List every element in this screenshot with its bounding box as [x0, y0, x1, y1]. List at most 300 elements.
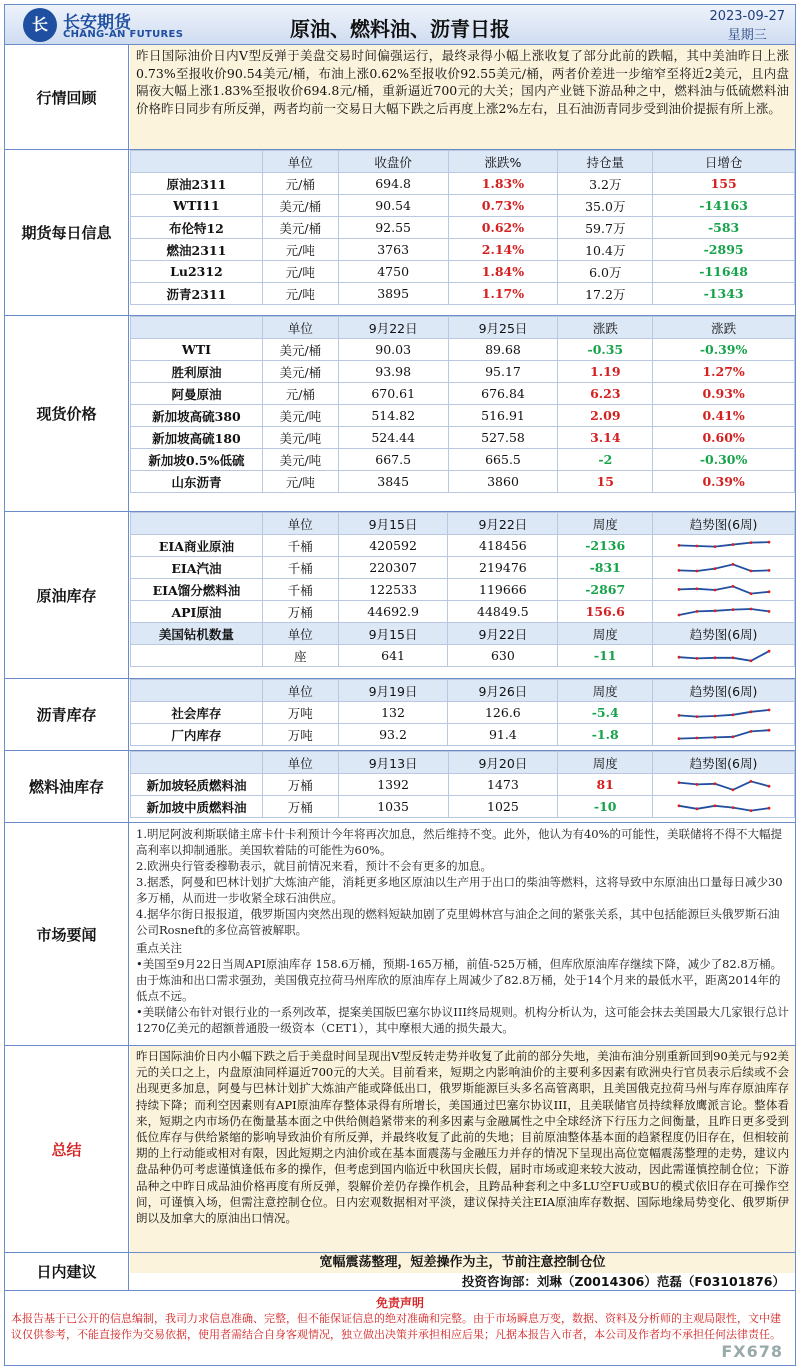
- table-cell: 1473: [448, 774, 558, 796]
- table-cell: WTI: [131, 339, 263, 361]
- disclaimer-text: 本报告基于已公开的信息编制，我司力求信息准确、完整，但不能保证信息的绝对准确和完整。由于市场瞬息万变，数据、资料及分析师的主观局限性，文中建议仅供参考，不能直接作为交易依据，使用者需结合自身客观情况，独立做出决策并承担相应后果；凡据本报告入市者，本公司及作者均不承担任何法律责任。: [11, 1312, 781, 1341]
- table-row: [131, 535, 795, 557]
- table-cell: 0.60%: [653, 427, 795, 449]
- sparkline-point: [749, 541, 752, 544]
- table-cell: 524.44: [338, 427, 448, 449]
- sparkline-point: [749, 809, 752, 812]
- table-cell: 元/吨: [262, 471, 338, 493]
- sparkline-line: [679, 805, 769, 810]
- asphalt-inventory-section: [5, 679, 795, 751]
- table-cell: 万桶: [262, 796, 338, 818]
- column-header: 涨跌%: [448, 151, 558, 173]
- table-cell: 6.23: [558, 383, 653, 405]
- column-header: [131, 680, 263, 702]
- trend-sparkline: [676, 726, 772, 744]
- sparkline-point: [749, 780, 752, 783]
- table-cell: 420592: [338, 535, 448, 557]
- table-cell: 元/吨: [262, 283, 338, 305]
- sparkline-point: [749, 592, 752, 595]
- table-row: [131, 173, 795, 195]
- sparkline-point: [731, 788, 734, 791]
- table-cell: [653, 702, 795, 724]
- sparkline-point: [749, 607, 752, 610]
- column-header: 涨跌: [558, 317, 653, 339]
- advice-section: [5, 1253, 795, 1291]
- table-cell: 0.39%: [653, 471, 795, 493]
- table-cell: 1392: [338, 774, 448, 796]
- column-header: 9月19日: [338, 680, 448, 702]
- report-title: 原油、燃料油、沥青日报: [290, 17, 510, 41]
- table-cell: 千桶: [262, 535, 338, 557]
- table-cell: 132: [338, 702, 448, 724]
- market-review-text: 昨日国际油价日内V型反弹于美盘交易时间偏强运行，最终录得小幅上涨收复了部分此前的跌幅，其中美油昨日上涨0.73%至报收价90.54美元/桶，布油上涨0.62%至报收价92.55美元/桶，两者价差进一步缩窄至将近2美元，且内盘隔夜大幅上涨1.83%至报收价694.8元/桶，重新逼近700元的大关；国内产业链下游品种之中，燃料油与低硫燃料油价格昨日同步有所反弹，两者均前一交易日大幅下跌之后再度上涨2%左右，且石油沥青同步受到油价提振有所上涨。: [130, 45, 795, 149]
- table-cell: 122533: [338, 579, 448, 601]
- table-cell: 千桶: [262, 557, 338, 579]
- column-header: 9月15日: [338, 513, 448, 535]
- sparkline-point: [767, 728, 770, 731]
- sparkline-point: [677, 804, 680, 807]
- fuel-inventory-section: [5, 751, 795, 823]
- summary-text: 昨日国际油价日内小幅下跌之后于美盘时间呈现出V型反转走势并收复了此前的部分失地，美油布油分别重新回到90美元与92美元的关口之上，内盘原油同样逼近700元的大关。目前看来，短期之内影响油价的主要利多因素有欧洲央行官员表示后续或不会出现更多加息，阿曼与巴林计划扩大炼油产能或降低出口，俄罗斯能源巨头多名高管离职，且美国俄克拉荷马州与库存原油库存持续下降；而利空因素则有API原油库存整体录得有所增长，美国通过巴塞尔协议III，且美联储官员持续释放鹰派言论。整体看来，短期之内市场仍在衡量基本面之中供给侧趋紧带来的利多因素与金融属性之中全球经济下行压力之间衡量，且昨日更多受到低位库存与供给紧缩的影响导致油价有所反弹，并最终收复了此前的失地；目前原油整体基本面的趋紧程度仍旧存在，但相较前期的上行动能或相对有限，因此短期之内油价或在基本面震荡与金融压力并存的情况下呈现出高位宽幅震荡整理的走势，建议内盘品种仍可考虑谨慎逢低布多的操作，但考虑到国内临近中秋国庆长假，届时市场或迎来较大波动，因此需谨慎控制仓位；下游品种之中昨日成品油价格再度有所反弹，裂解价差仍存操作机会，且跨品种套利之中多LU空FU或BU的模式依旧存在可操作空间，可谨慎入场，但需注意控制仓位。日内宏观数据相对平淡，建议保持关注EIA原油库存数据、国际地缘局势变化、俄罗斯伊朗以及加拿大的原油出口情况。: [130, 1046, 795, 1252]
- table-row: [131, 557, 795, 579]
- section-label: 期货每日信息: [5, 150, 129, 315]
- column-header: 周度: [558, 513, 653, 535]
- trend-sparkline: [676, 581, 772, 599]
- table-row: [131, 405, 795, 427]
- table-cell: 15: [558, 471, 653, 493]
- asphalt-inventory-table: [130, 679, 795, 746]
- sparkline-line: [679, 781, 769, 789]
- table-cell: 原油2311: [131, 173, 263, 195]
- table-header-row: [131, 752, 795, 774]
- table-cell: 元/吨: [262, 261, 338, 283]
- table-cell: [653, 724, 795, 746]
- report-date: 2023-09-27: [709, 9, 785, 24]
- table-cell: -583: [653, 217, 795, 239]
- table-cell: 119666: [448, 579, 558, 601]
- sparkline-point: [713, 804, 716, 807]
- table-cell: -0.30%: [653, 449, 795, 471]
- table-row: [131, 283, 795, 305]
- table-cell: API原油: [131, 601, 263, 623]
- table-cell: 35.0万: [558, 195, 653, 217]
- column-header: 单位: [262, 151, 338, 173]
- column-header: 趋势图(6周): [653, 752, 795, 774]
- table-cell: 694.8: [338, 173, 448, 195]
- table-cell: 1.19: [558, 361, 653, 383]
- table-cell: [653, 557, 795, 579]
- table-cell: 千桶: [262, 579, 338, 601]
- table-cell: 新加坡高硫380: [131, 405, 263, 427]
- table-cell: 0.41%: [653, 405, 795, 427]
- table-header-row: [131, 680, 795, 702]
- sparkline-line: [679, 586, 769, 593]
- section-label: 沥青库存: [5, 679, 129, 750]
- table-cell: 90.54: [338, 195, 448, 217]
- table-cell: 3845: [338, 471, 448, 493]
- table-cell: 514.82: [338, 405, 448, 427]
- column-header: [131, 513, 263, 535]
- table-row: [131, 427, 795, 449]
- table-cell: EIA馏分燃料油: [131, 579, 263, 601]
- sparkline-point: [713, 609, 716, 612]
- table-cell: [653, 579, 795, 601]
- column-header: 9月26日: [448, 680, 558, 702]
- summary-section: [5, 1046, 795, 1253]
- column-header: 收盘价: [338, 151, 448, 173]
- table-cell: 美元/吨: [262, 405, 338, 427]
- column-header: 趋势图(6周): [653, 623, 795, 645]
- table-cell: 90.03: [338, 339, 448, 361]
- column-header: 9月22日: [448, 513, 558, 535]
- sparkline-point: [731, 735, 734, 738]
- table-row: [131, 239, 795, 261]
- sparkline-point: [767, 540, 770, 543]
- column-header: 9月20日: [448, 752, 558, 774]
- table-cell: 6.0万: [558, 261, 653, 283]
- table-cell: 胜利原油: [131, 361, 263, 383]
- sparkline-point: [677, 737, 680, 740]
- table-cell: 44849.5: [448, 601, 558, 623]
- table-cell: EIA商业原油: [131, 535, 263, 557]
- sparkline-point: [767, 784, 770, 787]
- table-row: [131, 383, 795, 405]
- column-header: 单位: [262, 752, 338, 774]
- market-news-text: [130, 823, 795, 1045]
- market-review-section: [5, 45, 795, 150]
- table-cell: 美元/吨: [262, 449, 338, 471]
- table-cell: 座: [262, 645, 338, 667]
- section-label: 总结: [5, 1046, 129, 1252]
- table-cell: 17.2万: [558, 283, 653, 305]
- report-weekday: 星期三: [727, 28, 767, 43]
- company-name-cn: 长安期货: [63, 13, 131, 33]
- table-cell: 44692.9: [338, 601, 448, 623]
- column-header: 周度: [558, 623, 653, 645]
- table-cell: 3860: [448, 471, 558, 493]
- table-cell: -11: [558, 645, 653, 667]
- table-cell: 126.6: [448, 702, 558, 724]
- table-row: [131, 361, 795, 383]
- table-cell: 0.93%: [653, 383, 795, 405]
- table-cell: 1025: [448, 796, 558, 818]
- sparkline-point: [749, 569, 752, 572]
- table-cell: 667.5: [338, 449, 448, 471]
- sparkline-point: [695, 715, 698, 718]
- table-cell: 220307: [338, 557, 448, 579]
- news-item: 4.据华尔街日报报道，俄罗斯国内突然出现的燃料短缺加剧了克里姆林宫与油企之间的紧张关系，其中包括能源巨头俄罗斯石油公司Rosneft的多位高管被解职。: [136, 907, 780, 937]
- table-header-row: [131, 513, 795, 535]
- column-header: 持仓量: [558, 151, 653, 173]
- table-cell: 阿曼原油: [131, 383, 263, 405]
- table-row: [131, 217, 795, 239]
- column-header: [131, 151, 263, 173]
- table-cell: 山东沥青: [131, 471, 263, 493]
- section-label: 现货价格: [5, 316, 129, 511]
- intraday-advice: 宽幅震荡整理，短差操作为主，节前注意控制仓位: [130, 1253, 795, 1273]
- sparkline-point: [713, 588, 716, 591]
- sparkline-point: [677, 781, 680, 784]
- table-cell: EIA汽油: [131, 557, 263, 579]
- column-header: [131, 317, 263, 339]
- futures-table: [130, 150, 795, 305]
- column-header: 9月25日: [448, 317, 558, 339]
- table-cell: -2867: [558, 579, 653, 601]
- trend-sparkline: [676, 704, 772, 722]
- table-cell: 641: [338, 645, 448, 667]
- table-cell: WTI11: [131, 195, 263, 217]
- sparkline-point: [677, 655, 680, 658]
- column-header: 单位: [262, 317, 338, 339]
- table-cell: -2895: [653, 239, 795, 261]
- trend-sparkline: [676, 647, 772, 665]
- table-cell: 美元/桶: [262, 361, 338, 383]
- sparkline-point: [767, 708, 770, 711]
- sparkline-point: [713, 714, 716, 717]
- table-row: [131, 601, 795, 623]
- table-cell: -5.4: [558, 702, 653, 724]
- report-header: [5, 5, 795, 45]
- table-cell: 670.61: [338, 383, 448, 405]
- table-cell: -10: [558, 796, 653, 818]
- table-cell: 万吨: [262, 724, 338, 746]
- sparkline-line: [679, 564, 769, 571]
- column-header: 涨跌: [653, 317, 795, 339]
- table-cell: 516.91: [448, 405, 558, 427]
- trend-sparkline: [676, 798, 772, 816]
- table-cell: 厂内库存: [131, 724, 263, 746]
- table-cell: 美元/桶: [262, 217, 338, 239]
- sparkline-line: [679, 542, 769, 546]
- table-cell: 1.27%: [653, 361, 795, 383]
- table-cell: 95.17: [448, 361, 558, 383]
- sparkline-point: [677, 714, 680, 717]
- table-cell: [653, 796, 795, 818]
- sparkline-point: [767, 649, 770, 652]
- table-row: [131, 796, 795, 818]
- table-cell: 219476: [448, 557, 558, 579]
- table-cell: 10.4万: [558, 239, 653, 261]
- sparkline-point: [767, 806, 770, 809]
- table-cell: 万吨: [262, 702, 338, 724]
- sparkline-point: [677, 613, 680, 616]
- column-header: 趋势图(6周): [653, 680, 795, 702]
- table-header-row: [131, 623, 795, 645]
- company-name-en: CHANG-AN FUTURES: [63, 29, 184, 40]
- table-cell: 美元/吨: [262, 427, 338, 449]
- sparkline-point: [731, 563, 734, 566]
- table-cell: 3.2万: [558, 173, 653, 195]
- table-cell: [653, 601, 795, 623]
- table-cell: 3895: [338, 283, 448, 305]
- table-cell: 59.7万: [558, 217, 653, 239]
- sparkline-point: [677, 588, 680, 591]
- sparkline-line: [679, 710, 769, 717]
- sparkline-point: [731, 608, 734, 611]
- section-label: 原油库存: [5, 512, 129, 678]
- sparkline-point: [731, 806, 734, 809]
- column-header: 美国钻机数量: [131, 623, 263, 645]
- crude-inventory-table: [130, 512, 795, 667]
- table-cell: 4750: [338, 261, 448, 283]
- table-cell: 93.2: [338, 724, 448, 746]
- section-label: 燃料油库存: [5, 751, 129, 822]
- market-news-section: [5, 823, 795, 1046]
- table-cell: -831: [558, 557, 653, 579]
- table-cell: 万桶: [262, 601, 338, 623]
- section-label: 日内建议: [5, 1253, 129, 1290]
- trend-sparkline: [676, 776, 772, 794]
- column-header: 单位: [262, 513, 338, 535]
- sparkline-point: [731, 543, 734, 546]
- sparkline-point: [695, 610, 698, 613]
- table-cell: [653, 535, 795, 557]
- table-cell: -1343: [653, 283, 795, 305]
- column-header: 9月13日: [338, 752, 448, 774]
- table-row: [131, 449, 795, 471]
- table-cell: 156.6: [558, 601, 653, 623]
- table-cell: 93.98: [338, 361, 448, 383]
- sparkline-point: [749, 710, 752, 713]
- fuel-inventory-table: [130, 751, 795, 818]
- table-cell: -0.39%: [653, 339, 795, 361]
- column-header: 单位: [262, 680, 338, 702]
- sparkline-point: [731, 585, 734, 588]
- table-cell: -11648: [653, 261, 795, 283]
- table-cell: 1.84%: [448, 261, 558, 283]
- column-header: 周度: [558, 680, 653, 702]
- table-cell: -14163: [653, 195, 795, 217]
- table-cell: 0.62%: [448, 217, 558, 239]
- sparkline-point: [767, 590, 770, 593]
- column-header: 9月22日: [448, 623, 558, 645]
- sparkline-line: [679, 651, 769, 661]
- sparkline-point: [677, 544, 680, 547]
- table-cell: Lu2312: [131, 261, 263, 283]
- table-cell: 元/桶: [262, 383, 338, 405]
- sparkline-point: [731, 656, 734, 659]
- table-cell: 万桶: [262, 774, 338, 796]
- table-header-row: [131, 317, 795, 339]
- table-cell: 630: [448, 645, 558, 667]
- column-header: 周度: [558, 752, 653, 774]
- column-header: 9月15日: [338, 623, 448, 645]
- table-row: [131, 774, 795, 796]
- sparkline-point: [749, 730, 752, 733]
- table-cell: 1035: [338, 796, 448, 818]
- section-label: 市场要闻: [5, 823, 129, 1045]
- table-cell: 新加坡轻质燃料油: [131, 774, 263, 796]
- table-row: [131, 724, 795, 746]
- sparkline-point: [767, 569, 770, 572]
- table-cell: -1.8: [558, 724, 653, 746]
- advisor-credit: 投资咨询部：刘琳（Z0014306）范磊（F03101876）: [461, 1274, 785, 1289]
- table-header-row: [131, 151, 795, 173]
- section-label: 行情回顾: [5, 45, 129, 149]
- table-row: [131, 702, 795, 724]
- sparkline-point: [677, 569, 680, 572]
- sparkline-point: [713, 656, 716, 659]
- futures-section: [5, 150, 795, 316]
- trend-sparkline: [676, 603, 772, 621]
- table-cell: 3763: [338, 239, 448, 261]
- sparkline-point: [713, 736, 716, 739]
- table-cell: 1.83%: [448, 173, 558, 195]
- table-cell: 美元/桶: [262, 339, 338, 361]
- report-date-block: [709, 9, 785, 43]
- table-cell: 81: [558, 774, 653, 796]
- table-cell: 418456: [448, 535, 558, 557]
- table-cell: 元/桶: [262, 173, 338, 195]
- sparkline-point: [695, 807, 698, 810]
- sparkline-point: [731, 713, 734, 716]
- report-page: [4, 4, 796, 1366]
- table-cell: [653, 774, 795, 796]
- news-item: 1.明尼阿波利斯联储主席卡什卡利预计今年将再次加息，然后维持不变。此外，他认为有40%的可能性，美联储将不得不大幅提高利率以抑制通胀。美国软着陆的可能性为60%。: [136, 827, 783, 857]
- table-cell: 676.84: [448, 383, 558, 405]
- table-row: [131, 579, 795, 601]
- column-header: 日增仓: [653, 151, 795, 173]
- spot-table: [130, 316, 795, 493]
- table-row: [131, 471, 795, 493]
- trend-sparkline: [676, 537, 772, 555]
- table-cell: 92.55: [338, 217, 448, 239]
- table-cell: 3.14: [558, 427, 653, 449]
- focus-item: •美国至9月22日当周API原油库存 158.6万桶，预期-165万桶，前值-525万桶，但库欣原油库存继续下降，减少了82.8万桶。由于炼油和出口需求强劲，美国俄克拉荷马州库欣的原油库存上周减少了82.8万桶，处于14个月来的最低水平，距离2014年的低点不远。: [136, 957, 783, 1003]
- column-header: 趋势图(6周): [653, 513, 795, 535]
- table-cell: 665.5: [448, 449, 558, 471]
- sparkline-point: [713, 782, 716, 785]
- table-cell: 2.09: [558, 405, 653, 427]
- table-row: [131, 339, 795, 361]
- sparkline-point: [749, 659, 752, 662]
- table-cell: [653, 645, 795, 667]
- watermark: FX678: [721, 1342, 783, 1361]
- news-item: 3.据悉，阿曼和巴林计划扩大炼油产能，消耗更多地区原油以生产用于出口的柴油等燃料，这将导致中东原油出口量每日减少30多万桶，从而进一步收紧全球石油供应。: [136, 875, 783, 905]
- focus-item: •美联储公布针对银行业的一系列改革，提案美国版巴塞尔协议III终局规则。机构分析认为，这可能会抹去美国最大几家银行总计1270亿美元的超额普通股一级资本（CET1），其中摩根大通的损失最大。: [136, 1005, 789, 1035]
- table-cell: -2136: [558, 535, 653, 557]
- column-header: [131, 752, 263, 774]
- table-row: [131, 261, 795, 283]
- table-cell: 沥青2311: [131, 283, 263, 305]
- trend-sparkline: [676, 559, 772, 577]
- table-row: [131, 645, 795, 667]
- sparkline-point: [695, 544, 698, 547]
- sparkline-point: [695, 783, 698, 786]
- spot-section: [5, 316, 795, 512]
- sparkline-point: [695, 569, 698, 572]
- news-item: 2.欧洲央行管委穆勒表示，就目前情况来看，预计不会有更多的加息。: [136, 859, 492, 873]
- focus-title: 重点关注: [136, 941, 182, 955]
- table-cell: 91.4: [448, 724, 558, 746]
- table-cell: 元/吨: [262, 239, 338, 261]
- table-cell: 社会库存: [131, 702, 263, 724]
- table-cell: 美元/桶: [262, 195, 338, 217]
- table-cell: 新加坡0.5%低硫: [131, 449, 263, 471]
- sparkline-line: [679, 609, 769, 615]
- sparkline-point: [713, 567, 716, 570]
- table-cell: 新加坡高硫180: [131, 427, 263, 449]
- table-row: [131, 195, 795, 217]
- table-cell: 527.58: [448, 427, 558, 449]
- sparkline-point: [767, 610, 770, 613]
- disclaimer-section: [5, 1293, 795, 1345]
- crude-inventory-section: [5, 512, 795, 679]
- table-cell: 1.17%: [448, 283, 558, 305]
- table-cell: 89.68: [448, 339, 558, 361]
- sparkline-point: [713, 545, 716, 548]
- table-cell: 0.73%: [448, 195, 558, 217]
